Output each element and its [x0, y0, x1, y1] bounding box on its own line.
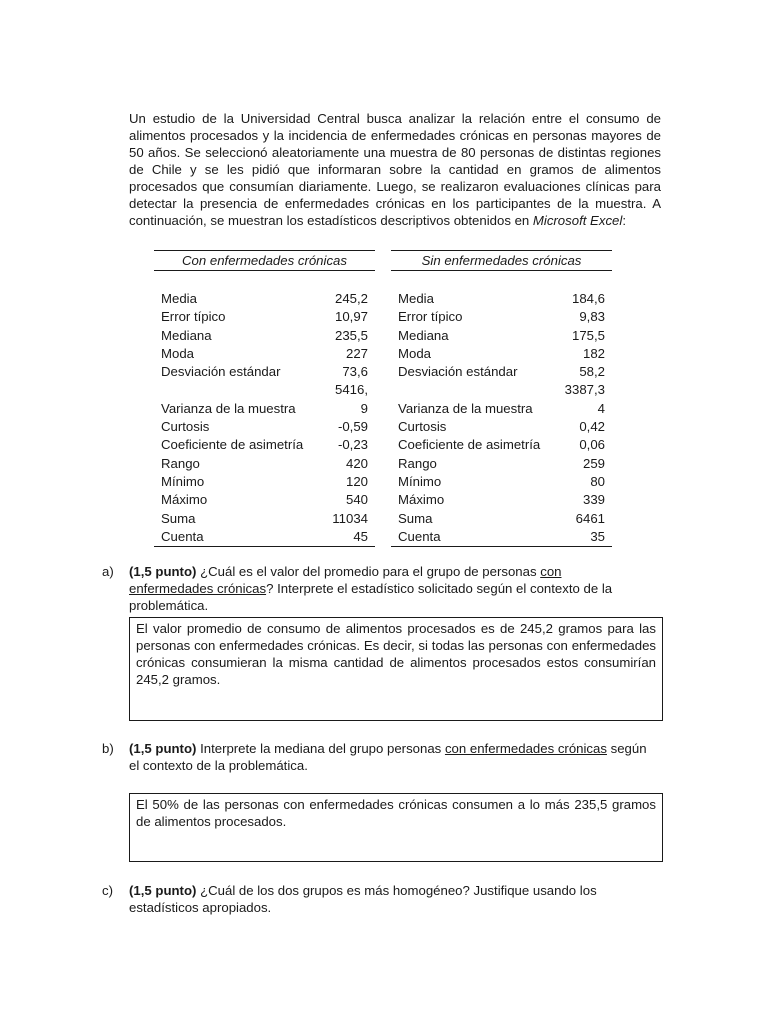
row-value: 0,42	[579, 419, 605, 435]
table-row	[154, 345, 375, 363]
row-label: Máximo	[398, 492, 445, 508]
question-points: (1,5 punto)	[129, 741, 197, 756]
row-value: 45	[353, 528, 368, 544]
row-label: Suma	[398, 510, 433, 526]
row-label: Varianza de la muestra	[161, 400, 296, 416]
row-value: 10,97	[334, 309, 368, 325]
row-value: 227	[345, 345, 368, 361]
question-points: (1,5 punto)	[129, 883, 197, 898]
table-row	[391, 528, 612, 547]
intro-paragraph	[129, 110, 661, 229]
row-value: 420	[345, 455, 368, 471]
question-text-part: Interprete la mediana del grupo personas	[196, 741, 445, 756]
row-label: Mediana	[398, 327, 449, 343]
table-row	[391, 327, 612, 345]
row-label: Desviación estándar	[398, 364, 518, 380]
row-value: 9,83	[579, 309, 605, 325]
question-text	[129, 740, 649, 774]
row-value: 11034	[332, 510, 368, 526]
table-row	[391, 345, 612, 363]
table-row	[154, 436, 375, 454]
table-title: Con enfermedades crónicas	[154, 250, 375, 271]
table-row	[391, 473, 612, 491]
table-sin-enfermedades	[391, 250, 612, 547]
question-text-part: ¿Cuál de los dos grupos es más homogéneo? Justifique usando los estadísticos apropiados.	[129, 883, 597, 915]
question-text-part: ¿Cuál es el valor del promedio para el grupo de personas	[196, 564, 541, 579]
table-row	[391, 510, 612, 528]
row-value: 184,6	[571, 291, 605, 306]
row-label: Mediana	[161, 327, 212, 343]
question-points: (1,5 punto)	[129, 564, 197, 579]
table-row	[391, 400, 612, 418]
row-label: Media	[161, 291, 197, 306]
table-row	[154, 363, 375, 381]
answer-box-a[interactable]	[129, 617, 663, 721]
row-label: Rango	[398, 455, 437, 471]
answer-text: El valor promedio de consumo de alimentos procesados es de 245,2 gramos para las personas con enfermedades crónicas. Es decir, si todas las personas con enfermedades crónicas consumieran la misma cantidad de alimentos procesados estos consumirían 245,2 gramos.	[136, 621, 656, 687]
table-row	[154, 381, 375, 399]
row-label: Moda	[161, 345, 194, 361]
question-letter: a)	[102, 564, 114, 579]
row-label: Curtosis	[398, 419, 447, 435]
question-underlined: con enfermedades crónicas	[129, 564, 562, 596]
table-row	[154, 455, 375, 473]
row-value: 339	[582, 492, 605, 508]
question-letter: b)	[102, 741, 114, 756]
question-letter: c)	[102, 883, 113, 898]
question-text-part: según el contexto de la problemática.	[129, 741, 647, 773]
table-row	[154, 418, 375, 436]
question-b	[102, 740, 662, 774]
row-value: 259	[582, 455, 605, 471]
question-a	[102, 563, 662, 614]
question-underlined: con enfermedades crónicas	[444, 741, 607, 756]
row-value: 5416,	[334, 382, 368, 398]
row-value: -0,23	[337, 437, 368, 453]
table-row	[154, 473, 375, 491]
table-rows	[391, 290, 612, 547]
row-label: Media	[398, 291, 434, 306]
row-value: 175,5	[571, 327, 605, 343]
row-label: Moda	[398, 345, 431, 361]
row-value: -0,59	[337, 419, 368, 435]
table-row	[391, 436, 612, 454]
row-value: 4	[597, 400, 605, 416]
table-row	[154, 400, 375, 418]
table-row	[154, 308, 375, 326]
row-label: Coeficiente de asimetría	[398, 437, 541, 453]
table-row	[391, 381, 612, 399]
row-value: 73,6	[342, 364, 368, 380]
table-row	[391, 418, 612, 436]
row-label: Coeficiente de asimetría	[161, 437, 304, 453]
question-text-part: ? Interprete el estadístico solicitado según el contexto de la problemática.	[129, 581, 613, 613]
table-row	[391, 455, 612, 473]
row-value: 80	[590, 473, 605, 489]
row-value: 35	[590, 528, 605, 544]
row-label: Cuenta	[161, 528, 204, 544]
intro-software-name: Microsoft Excel	[532, 213, 623, 228]
row-value: 58,2	[579, 364, 605, 380]
answer-text: El 50% de las personas con enfermedades crónicas consumen a lo más 235,5 gramos de alimentos procesados.	[136, 797, 656, 829]
table-row	[154, 510, 375, 528]
row-value: 235,5	[334, 327, 368, 343]
row-label: Mínimo	[398, 473, 442, 489]
table-row	[154, 327, 375, 345]
row-label: Rango	[161, 455, 200, 471]
row-label: Suma	[161, 510, 196, 526]
row-label: Curtosis	[161, 419, 210, 435]
question-text	[129, 882, 649, 916]
table-title: Sin enfermedades crónicas	[391, 250, 612, 271]
row-label: Error típico	[398, 309, 463, 325]
intro-text: Un estudio de la Universidad Central busca analizar la relación entre el consumo de alimentos procesados y la incidencia de enfermedades crónicas en personas mayores de 50 años. Se seleccionó aleatoriamente una muestra de 80 personas de distintas regiones de Chile y se les pidió que informaran sobre la cantidad en gramos de alimentos procesados que consumían diariamente. Luego, se realizaron evaluaciones clínicas para detectar la presencia de enfermedades crónicas en los participantes de la muestra. A continuación, se muestran los estadísticos descriptivos obtenidos en	[129, 111, 661, 228]
table-row	[154, 528, 375, 547]
row-value: 9	[360, 400, 368, 416]
row-value: 182	[582, 345, 605, 361]
table-row	[154, 491, 375, 509]
table-row	[391, 491, 612, 509]
row-value: 3387,3	[564, 382, 605, 398]
row-label: Error típico	[161, 309, 226, 325]
row-label: Varianza de la muestra	[398, 400, 533, 416]
question-text	[129, 563, 649, 614]
answer-box-b[interactable]	[129, 793, 663, 862]
row-label: Mínimo	[161, 473, 205, 489]
row-value: 6461	[575, 510, 605, 526]
question-c	[102, 882, 662, 916]
row-value: 245,2	[334, 291, 368, 306]
table-con-enfermedades	[154, 250, 375, 547]
table-row	[154, 290, 375, 308]
table-row	[391, 363, 612, 381]
row-label: Máximo	[161, 492, 208, 508]
row-value: 540	[345, 492, 368, 508]
row-label: Cuenta	[398, 528, 441, 544]
table-row	[391, 308, 612, 326]
intro-colon: :	[622, 213, 626, 228]
row-label: Desviación estándar	[161, 364, 281, 380]
table-rows	[154, 290, 375, 547]
table-row	[391, 290, 612, 308]
row-value: 120	[345, 473, 368, 489]
row-value: 0,06	[579, 437, 605, 453]
